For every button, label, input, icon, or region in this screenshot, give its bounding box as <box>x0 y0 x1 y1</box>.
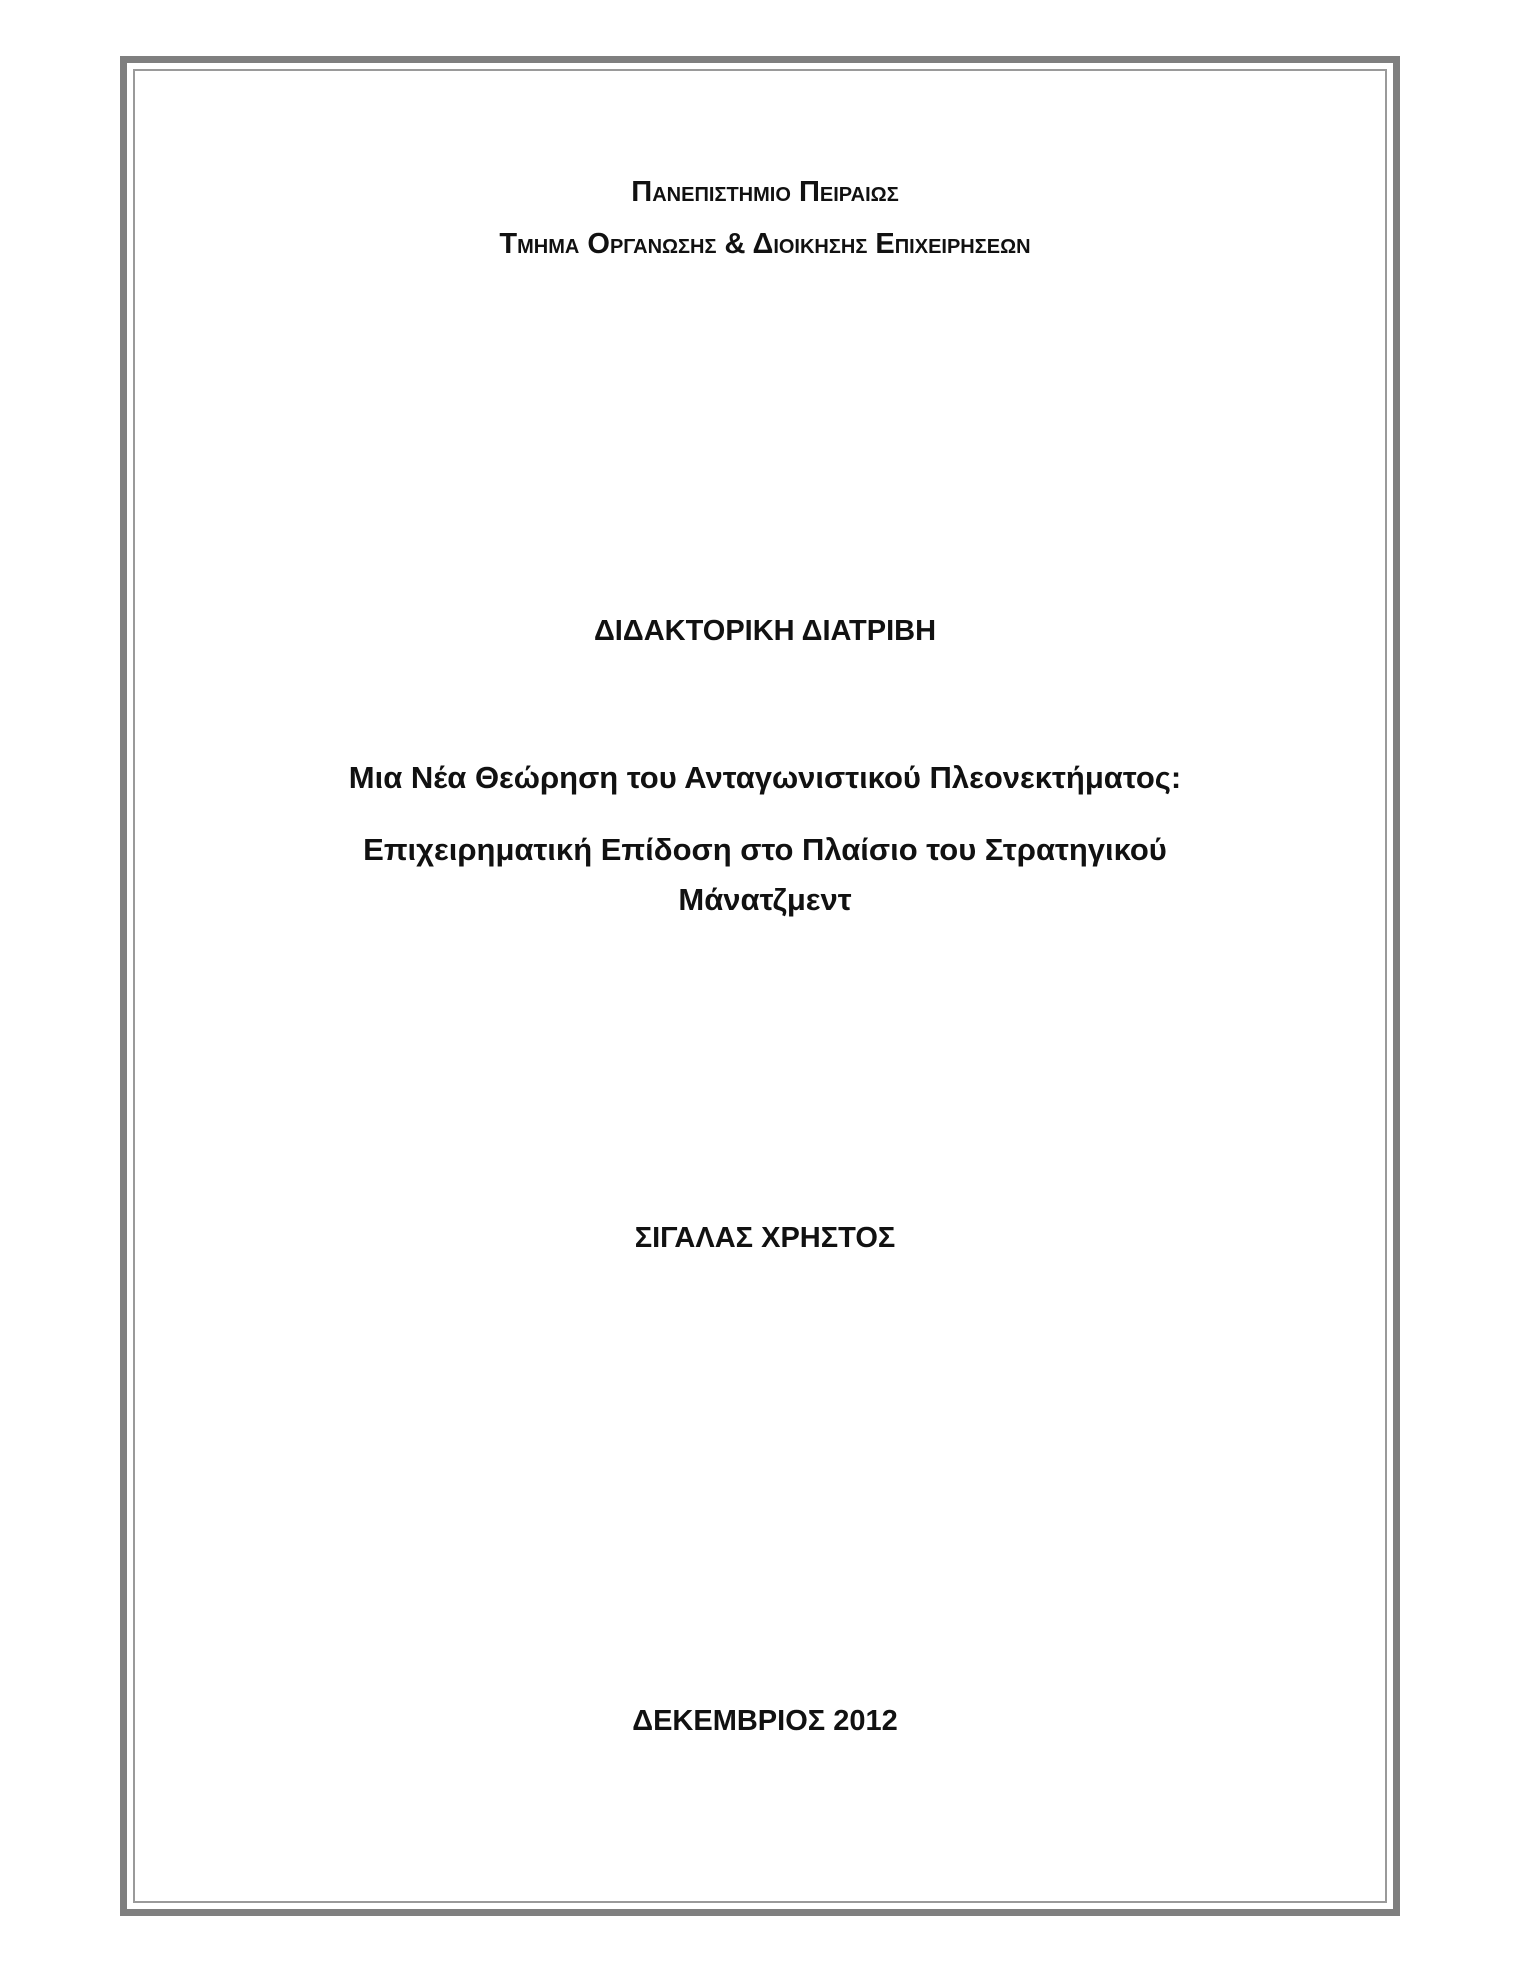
university-name: Πανεπιστημιο Πειραιωσ <box>631 176 899 208</box>
page-border-inner <box>133 69 1387 1903</box>
document-type: ΔΙΔΑΚΤΟΡΙΚΗ ΔΙΑΤΡΙΒΗ <box>593 615 937 647</box>
publication-date: ΔΕΚΕΜΒΡΙΟΣ 2012 <box>632 1705 898 1737</box>
thesis-title-line-1: Μια Νέα Θεώρηση του Ανταγωνιστικού Πλεονεκτήματος: <box>348 760 1182 795</box>
thesis-title-line-3: Μάνατζμεντ <box>678 882 852 917</box>
page-border <box>120 56 1400 1916</box>
department-name: Τμημα Οργανωσησ & Διοικησησ Επιχειρησεων <box>499 228 1031 260</box>
thesis-title-line-2: Επιχειρηματική Επίδοση στο Πλαίσιο του Στρατηγικού <box>363 832 1167 867</box>
author-name: ΣΙΓΑΛΑΣ ΧΡΗΣΤΟΣ <box>634 1222 896 1254</box>
